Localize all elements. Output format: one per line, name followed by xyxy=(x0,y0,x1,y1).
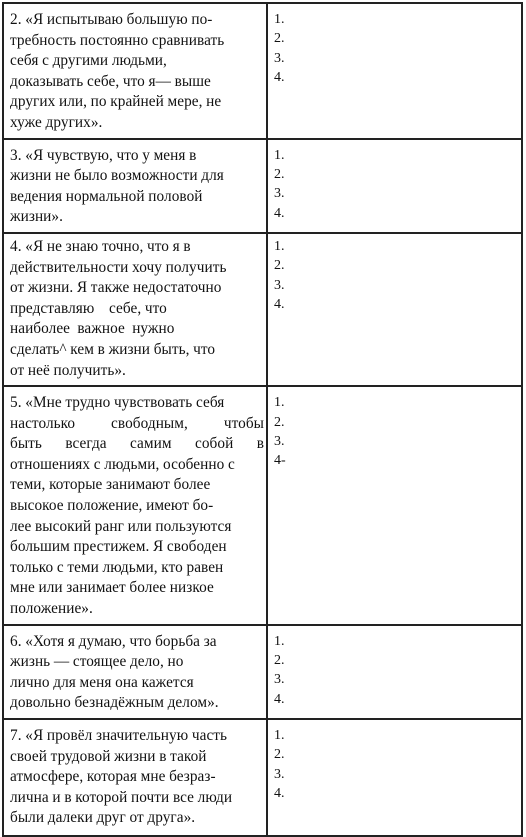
statement-line: доказывать себе, что я— выше xyxy=(10,72,211,90)
statement-line: высокое положение, имеют бо- xyxy=(10,497,214,515)
statement-cell xyxy=(3,3,267,139)
table-row xyxy=(3,139,522,233)
statement-line: от жизни. Я также недостаточно xyxy=(10,279,222,297)
table-row xyxy=(3,386,522,625)
statement-line: лична и в которой почти все люди xyxy=(10,788,233,806)
statement-line: большим престижем. Я свободен xyxy=(10,538,227,556)
statement-line: наиболее важное нужно xyxy=(10,320,175,338)
statement-line: 2. «Я испытываю большую по- xyxy=(10,11,213,28)
statement-line: 3. «Я чувствую, что у меня в xyxy=(10,146,197,164)
statement-line: лично для меня она кажется xyxy=(10,673,194,691)
statement-line: были далеки друг от друга». xyxy=(10,809,196,827)
answer-option[interactable]: 2. xyxy=(274,747,285,763)
statement-cell xyxy=(3,719,267,836)
answer-option[interactable]: 3. xyxy=(274,433,285,449)
answer-option[interactable]: 3. xyxy=(274,277,285,293)
statement-line: других или, по крайней мере, не xyxy=(10,93,222,111)
statement-line: довольно безнадёжным делом». xyxy=(10,694,219,712)
options-cell xyxy=(267,139,522,233)
statement-cell xyxy=(3,233,267,386)
answer-option[interactable]: 4. xyxy=(274,297,285,313)
answer-option[interactable]: 2. xyxy=(274,258,285,274)
statement-line: 4. «Я не знаю точно, что я в xyxy=(10,237,191,255)
statement-line: жизнь — стоящее дело, но xyxy=(10,653,184,671)
table-row xyxy=(3,625,522,719)
statement-line: 7. «Я провёл значительную часть xyxy=(10,727,228,744)
statement-line: атмосфере, которая мне безраз- xyxy=(10,768,216,786)
answer-option[interactable]: 2. xyxy=(274,414,285,430)
answer-option[interactable]: 1. xyxy=(274,728,285,743)
statement-cell xyxy=(3,386,267,625)
answer-option[interactable]: 2. xyxy=(274,653,285,669)
statement-line: отношениях с людьми, особенно с xyxy=(10,455,235,473)
options-cell xyxy=(267,719,522,836)
statement-line: положение». xyxy=(10,600,93,618)
answer-option[interactable]: 2. xyxy=(274,166,285,182)
statement-line: только с теми людьми, кто равен xyxy=(10,558,224,576)
statement-line: от неё получить». xyxy=(10,361,126,379)
answer-option[interactable]: 1. xyxy=(274,633,285,649)
statement-line: теми, которые занимают более xyxy=(10,476,211,494)
options-cell xyxy=(267,625,522,719)
statement-line: настолько свободным, чтобы xyxy=(10,414,264,432)
answer-option[interactable]: 2. xyxy=(274,31,285,47)
answer-option[interactable]: 4. xyxy=(274,691,285,707)
statement-line: 5. «Мне трудно чувствовать себя xyxy=(10,394,225,412)
answer-option[interactable]: 1. xyxy=(274,12,285,27)
statement-line: своей трудовой жизни в такой xyxy=(10,747,207,765)
table-row xyxy=(3,719,522,836)
options-cell xyxy=(267,3,522,139)
answer-option[interactable]: 1. xyxy=(274,238,285,254)
questionnaire-table xyxy=(2,2,523,837)
statement-line: жизни». xyxy=(10,208,63,226)
table-row xyxy=(3,233,522,386)
statement-cell xyxy=(3,625,267,719)
statement-line: жизни не было возможности для xyxy=(10,167,224,185)
answer-option[interactable]: 3. xyxy=(274,50,285,66)
statement-line: действительности хочу получить xyxy=(10,258,227,276)
statement-line: мне или занимает более низкое xyxy=(10,579,214,597)
answer-option[interactable]: 3. xyxy=(274,672,285,688)
statement-line: 6. «Хотя я думаю, что борьба за xyxy=(10,632,217,650)
statement-line: представляю себе, что xyxy=(10,299,167,317)
options-cell xyxy=(267,386,522,625)
statement-line: ведения нормальной половой xyxy=(10,187,203,205)
statement-line: быть всегда самим собой в xyxy=(10,435,264,453)
statement-line: лее высокий ранг или пользуются xyxy=(10,517,232,535)
statement-line: требность постоянно сравнивать xyxy=(10,31,225,49)
answer-option[interactable]: 4- xyxy=(274,453,286,469)
options-cell xyxy=(267,233,522,386)
answer-option[interactable]: 1. xyxy=(274,395,285,411)
answer-option[interactable]: 1. xyxy=(274,147,285,163)
statement-line: себя с другими людьми, xyxy=(10,52,167,70)
statement-cell xyxy=(3,139,267,233)
answer-option[interactable]: 4. xyxy=(274,205,285,221)
statement-line: хуже других». xyxy=(10,113,103,131)
statement-line: сделать^ кем в жизни быть, что xyxy=(10,340,216,358)
answer-option[interactable]: 4. xyxy=(274,70,285,86)
answer-option[interactable]: 4. xyxy=(274,786,285,802)
answer-option[interactable]: 3. xyxy=(274,186,285,202)
table-row xyxy=(3,3,522,139)
answer-option[interactable]: 3. xyxy=(274,766,285,782)
